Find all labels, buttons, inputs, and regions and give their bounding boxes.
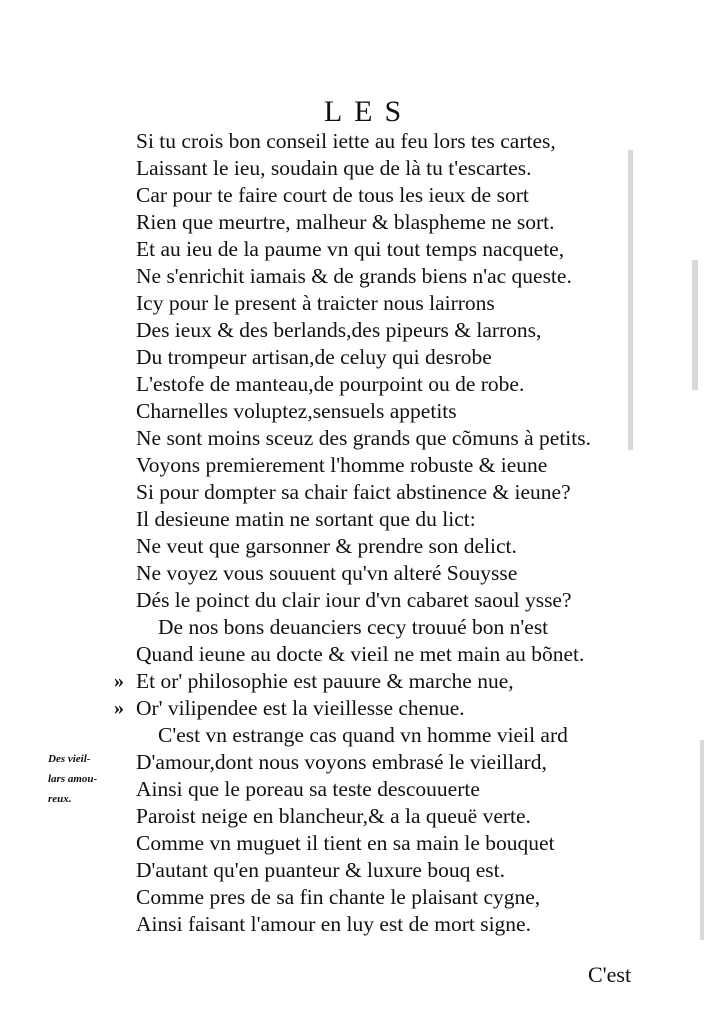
page-edge-mark (700, 740, 704, 940)
verse-line: Laissant le ieu, soudain que de là tu t'escartes. (136, 156, 532, 180)
verse-line: Et au ieu de la paume vn qui tout temps nacquete, (136, 237, 565, 261)
verse-line: Il desieune matin ne sortant que du lict: (136, 507, 476, 531)
verse-line: Ne s'enrichit iamais & de grands biens n'ac queste. (136, 264, 572, 288)
verse-line: Du trompeur artisan,de celuy qui desrobe (136, 345, 492, 369)
verse-line: C'est vn estrange cas quand vn homme vieil ard (158, 723, 568, 747)
verse-line: L'estofe de manteau,de pourpoint ou de robe. (136, 372, 525, 396)
verse-line: Paroist neige en blancheur,& a la queuë verte. (136, 804, 531, 828)
page-edge-mark (628, 150, 633, 450)
verse-line: D'autant qu'en puanteur & luxure bouq est. (136, 858, 505, 882)
verse-line: Quand ieune au docte & vieil ne met main au bõnet. (136, 642, 585, 666)
verse-line: Charnelles voluptez,sensuels appetits (136, 399, 457, 423)
verse-line: Car pour te faire court de tous les ieux de sort (136, 183, 529, 207)
verse-line: Si tu crois bon conseil iette au feu lors tes cartes, (136, 129, 556, 153)
verse-line: Comme vn muguet il tient en sa main le bouquet (136, 831, 555, 855)
verse-line: Ne voyez vous souuent qu'vn alteré Souysse (136, 561, 518, 585)
margin-note-line: Des vieil- (48, 753, 91, 765)
verse-line: Ainsi que le poreau sa teste descouuerte (136, 777, 480, 801)
verse-line: De nos bons deuanciers cecy trouué bon n'est (158, 615, 549, 639)
verse-line: Comme pres de sa fin chante le plaisant cygne, (136, 885, 541, 909)
verse-line: Dés le poinct du clair iour d'vn cabaret saoul ysse? (136, 588, 572, 612)
margin-note-line: reux. (48, 793, 72, 805)
verse-line: Si pour dompter sa chair faict abstinence & ieune? (136, 480, 571, 504)
verse-line: Or' vilipendee est la vieillesse chenue. (136, 696, 465, 720)
quote-mark: » (114, 670, 124, 692)
verse-line: Et or' philosophie est pauure & marche nue, (136, 669, 514, 693)
verse-line: Icy pour le present à traicter nous lairrons (136, 291, 495, 315)
quote-mark: » (114, 697, 124, 719)
verse-line: Des ieux & des berlands,des pipeurs & larrons, (136, 318, 542, 342)
margin-note-line: lars amou- (48, 773, 98, 785)
verse-line: Ainsi faisant l'amour en luy est de mort signe. (136, 912, 531, 936)
verse-line: Ne sont moins sceuz des grands que cõmuns à petits. (136, 426, 591, 450)
verse-line: Rien que meurtre, malheur & blaspheme ne sort. (136, 210, 555, 234)
verse-line: D'amour,dont nous voyons embrasé le vieillard, (136, 750, 547, 774)
catchword: C'est (588, 962, 632, 987)
verse-line: Ne veut que garsonner & prendre son delict. (136, 534, 517, 558)
page-edge-mark (692, 260, 698, 390)
margin-note (48, 749, 128, 809)
page-header: LES (323, 95, 414, 128)
verse-line: Voyons premierement l'homme robuste & ieune (136, 453, 548, 477)
